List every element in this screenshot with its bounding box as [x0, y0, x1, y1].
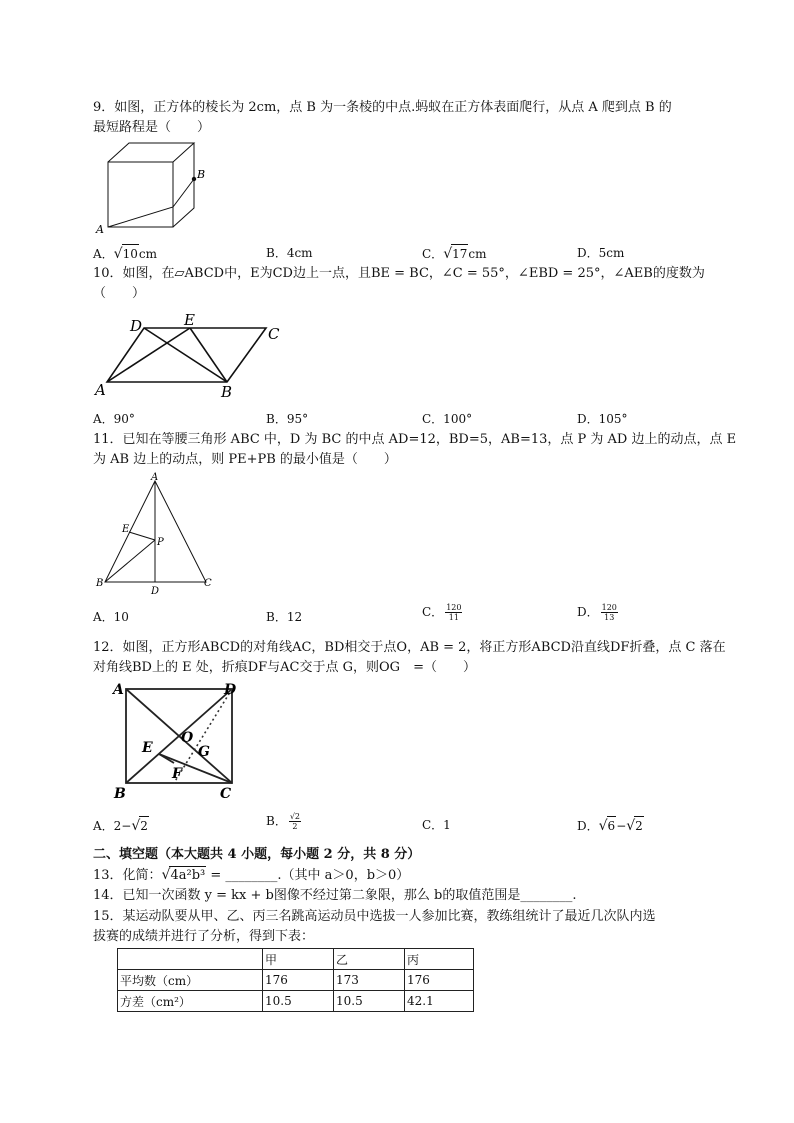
q10-option-a[interactable]: A．90° — [93, 412, 135, 426]
label-p: P — [157, 537, 164, 548]
point-b-dot — [192, 177, 196, 181]
q11-line1: 11．已知在等腰三角形 ABC 中，D 为 BC 的中点 AD=12，BD=5，AB=13，点 P 为 AD 边上的动点，点 E — [93, 432, 737, 447]
q12-option-d-radicand-2: 2 — [634, 816, 644, 835]
q9-option-c[interactable] — [422, 244, 487, 263]
label-o: O — [181, 730, 194, 746]
table-header-cell: 丙 — [405, 949, 474, 970]
sqrt-sign: √ — [161, 867, 171, 883]
q9-option-c-radicand: 17 — [451, 244, 468, 263]
q10-option-d[interactable]: D．105° — [577, 412, 628, 426]
q13-radicand: 4a²b³ — [170, 868, 206, 883]
label-d: D — [224, 682, 237, 698]
q10-line1: 10．如图，在▱ABCD中，E为CD边上一点，且BE = BC，∠C = 55°，∠EBD = 25°，∠AEB的度数为 — [93, 266, 705, 281]
q14-line: 14．已知一次函数 y = kx + b图像不经过第二象限，那么 b的取值范围是________. — [93, 888, 577, 903]
table-cell: 10.5 — [263, 991, 334, 1012]
q9-line2: 最短路程是（ ） — [93, 120, 211, 135]
q9-option-b[interactable]: B．4cm — [266, 246, 313, 260]
label-e: E — [184, 311, 195, 329]
denominator: 2 — [292, 822, 298, 831]
label-a: A — [95, 381, 106, 399]
q12-option-a[interactable] — [93, 816, 149, 835]
q12-line1: 12．如图，正方形ABCD的对角线AC，BD相交于点O，AB = 2，将正方形ABCD沿直线DF折叠，点 C 落在 — [93, 640, 726, 655]
q10-parallelogram-figure — [95, 311, 295, 401]
q10-line2: （ ） — [93, 286, 146, 301]
label-b: B — [96, 578, 104, 589]
q13-line — [93, 866, 409, 885]
minus-sign: − — [616, 819, 627, 833]
numerator: 120 — [601, 603, 617, 612]
label-b: B — [197, 168, 206, 181]
denominator: 11 — [448, 613, 459, 622]
sqrt-sign: √ — [598, 818, 608, 834]
table-cell: 平均数（cm） — [118, 970, 263, 991]
numerator: 120 — [446, 603, 462, 612]
table-header-cell: 甲 — [263, 949, 334, 970]
q12-option-d-prefix: D． — [577, 819, 599, 833]
q12-option-a-radicand: 2 — [139, 816, 149, 835]
table-header-row — [118, 949, 474, 970]
table-cell: 42.1 — [405, 991, 474, 1012]
q9-option-d[interactable]: D．5cm — [577, 246, 625, 260]
section-heading: 二、填空题（本大题共 4 小题，每小题 2 分，共 8 分） — [93, 847, 421, 862]
table-header-cell — [118, 949, 263, 970]
segment-ae — [107, 328, 190, 382]
q9-option-c-unit: cm — [468, 247, 487, 261]
q10-option-b[interactable]: B．95° — [266, 412, 309, 426]
label-f: F — [172, 766, 182, 782]
label-e: E — [142, 740, 153, 756]
sqrt-sign: √ — [131, 818, 141, 834]
q13-prefix: 13．化简： — [93, 868, 162, 883]
q12-option-d[interactable] — [577, 816, 644, 835]
table-row — [118, 991, 474, 1012]
q11-option-b[interactable]: B．12 — [266, 610, 303, 624]
label-a: A — [113, 682, 124, 698]
label-d: D — [151, 586, 160, 597]
q12-option-b[interactable] — [266, 812, 301, 831]
table-header-cell: 乙 — [334, 949, 405, 970]
q11-option-a[interactable]: A．10 — [93, 610, 129, 624]
numerator: √2 — [289, 812, 301, 821]
q9-option-c-prefix: C． — [422, 247, 444, 261]
q10-option-c[interactable]: C．100° — [422, 412, 473, 426]
q12-line2: 对角线BD上的 E 处，折痕DF与AC交于点 G，则OG =（ ） — [93, 660, 476, 675]
segment-bd — [144, 328, 227, 382]
q9-line1: 9．如图，正方体的棱长为 2cm，点 B 为一条棱的中点.蚂蚁在正方体表面爬行，从点 A 爬到点 B 的 — [93, 100, 672, 115]
cube-top-face — [108, 143, 194, 162]
label-e: E — [122, 524, 130, 535]
q9-option-a-radicand: 10 — [122, 244, 139, 263]
q11-triangle-figure — [95, 472, 220, 597]
label-a: A — [151, 472, 159, 483]
table-cell: 方差（cm²） — [118, 991, 263, 1012]
label-g: G — [198, 744, 210, 760]
q9-option-a-prefix: A． — [93, 247, 114, 261]
table-cell: 176 — [405, 970, 474, 991]
table-cell: 176 — [263, 970, 334, 991]
label-c: C — [204, 578, 212, 589]
segment-pe — [129, 532, 155, 540]
q11-option-c-prefix: C． — [422, 605, 444, 619]
label-b: B — [221, 383, 233, 401]
label-c: C — [220, 786, 232, 802]
segment-be — [190, 328, 227, 382]
label-c: C — [268, 325, 280, 343]
q11-option-d-prefix: D． — [577, 605, 599, 619]
q9-option-a-unit: cm — [138, 247, 157, 261]
denominator: 13 — [604, 613, 615, 622]
q11-option-c[interactable] — [422, 603, 462, 622]
segment-ec — [159, 754, 232, 783]
fraction — [445, 603, 462, 622]
fraction — [289, 812, 301, 831]
label-d: D — [130, 317, 143, 335]
label-a: A — [96, 223, 104, 236]
q15-score-table — [117, 948, 474, 1012]
q9-cube-figure — [92, 140, 212, 240]
table-row — [118, 970, 474, 991]
q15-line1: 15．某运动队要从甲、乙、丙三名跳高运动员中选拔一人参加比赛，教练组统计了最近几次队内选 — [93, 909, 656, 924]
q9-option-a[interactable] — [93, 244, 157, 263]
q15-line2: 拔赛的成绩并进行了分析，得到下表： — [93, 929, 315, 944]
fraction — [601, 603, 618, 622]
q12-square-figure — [110, 680, 250, 800]
table-cell: 10.5 — [334, 991, 405, 1012]
q12-option-d-radicand-1: 6 — [607, 816, 617, 835]
q12-option-b-prefix: B． — [266, 814, 287, 828]
sqrt-sign: √ — [626, 818, 636, 834]
table-cell: 173 — [334, 970, 405, 991]
q13-suffix: = ________.（其中 a＞0，b＞0） — [206, 868, 410, 883]
sqrt-sign: √ — [443, 246, 453, 262]
label-b: B — [114, 786, 126, 802]
q11-line2: 为 AB 边上的动点，则 PE+PB 的最小值是（ ） — [93, 452, 397, 467]
q12-option-a-prefix: A．2− — [93, 819, 132, 833]
cube-right-face — [173, 143, 194, 227]
q11-option-d[interactable] — [577, 603, 618, 622]
q12-option-c[interactable]: C．1 — [422, 818, 451, 832]
sqrt-sign: √ — [113, 246, 123, 262]
segment-bp — [105, 540, 155, 582]
